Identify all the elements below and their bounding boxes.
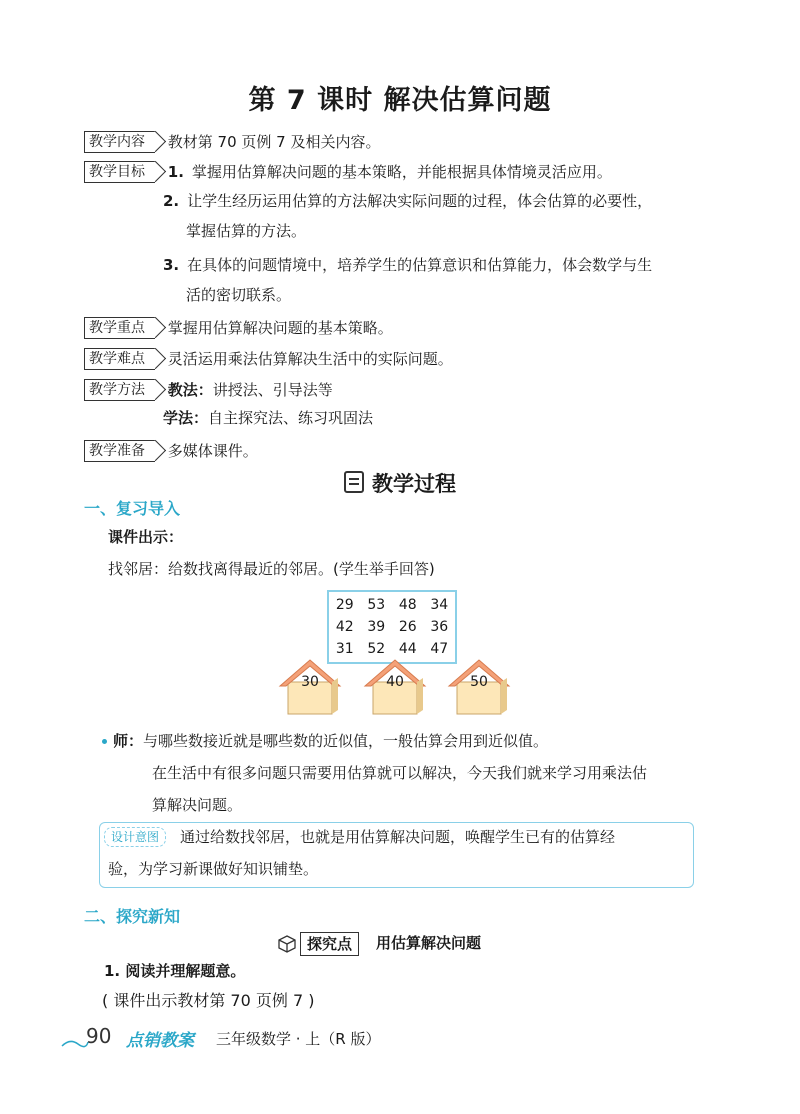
teaching-method-row bbox=[84, 376, 333, 402]
goal-3-number: 3. bbox=[163, 256, 180, 274]
explore-heading: 二、探究新知 bbox=[84, 907, 181, 926]
house-50 bbox=[447, 656, 511, 718]
house-40 bbox=[363, 656, 427, 718]
courseware-label: 课件出示： bbox=[108, 528, 184, 546]
teaching-content-row bbox=[84, 128, 381, 154]
teaching-key-text: 掌握用估算解决问题的基本策略。 bbox=[167, 318, 393, 337]
design-intent-tag: 设计意图 bbox=[104, 827, 166, 847]
number-grid bbox=[327, 590, 457, 664]
house-30 bbox=[278, 656, 342, 718]
goal-2-number: 2. bbox=[163, 192, 180, 210]
teacher-line bbox=[102, 728, 548, 754]
goal-2 bbox=[163, 188, 652, 214]
goal-3 bbox=[163, 252, 652, 278]
teaching-difficulty-tag: 教学难点 bbox=[84, 348, 155, 370]
house-label: 50 bbox=[470, 674, 488, 690]
bullet-dot-icon bbox=[102, 739, 107, 744]
number-cell: 34 bbox=[430, 597, 449, 613]
number-cell: 48 bbox=[398, 597, 417, 613]
number-cell: 47 bbox=[430, 641, 449, 657]
number-cell: 42 bbox=[335, 619, 354, 635]
teach-method-text: 讲授法、引导法等 bbox=[212, 380, 333, 399]
number-cell: 52 bbox=[367, 641, 386, 657]
teach-method-label: 教法： bbox=[167, 380, 213, 399]
notebook-icon bbox=[344, 471, 364, 493]
design-intent-text-1: 通过给数找邻居，也就是用估算解决问题，唤醒学生已有的估算经 bbox=[180, 828, 616, 846]
teaching-goal-row bbox=[84, 158, 612, 184]
number-cell: 29 bbox=[335, 597, 354, 613]
goal-2-text-line1: 让学生经历运用估算的方法解决实际问题的过程，体会估算的必要性， bbox=[187, 192, 653, 210]
teaching-content-text: 教材第 70 页例 7 及相关内容。 bbox=[167, 132, 381, 151]
goal-3-text-line1: 在具体的问题情境中，培养学生的估算意识和估算能力，体会数学与生 bbox=[187, 256, 653, 274]
teaching-prep-row bbox=[84, 437, 258, 463]
step-1: 1. 阅读并理解题意。 bbox=[104, 962, 246, 980]
teaching-content-tag: 教学内容 bbox=[84, 131, 155, 153]
review-task: 找邻居：给数找离得最近的邻居。(学生举手回答) bbox=[108, 560, 435, 578]
process-title bbox=[0, 468, 800, 498]
review-heading: 一、复习导入 bbox=[84, 499, 181, 518]
teaching-difficulty-row bbox=[84, 345, 453, 371]
footer-brand-logo: 点销教案 bbox=[126, 1031, 194, 1051]
number-cell: 39 bbox=[367, 619, 386, 635]
teaching-key-row bbox=[84, 314, 393, 340]
process-title-text: 教学过程 bbox=[372, 472, 456, 496]
learn-method-label: 学法： bbox=[163, 409, 209, 427]
number-cell: 53 bbox=[367, 597, 386, 613]
learn-method-text: 自主探究法、练习巩固法 bbox=[208, 409, 374, 427]
teaching-goal-tag: 教学目标 bbox=[84, 161, 155, 183]
teacher-text-1: 与哪些数接近就是哪些数的近似值，一般估算会用到近似值。 bbox=[143, 732, 549, 750]
teaching-key-tag: 教学重点 bbox=[84, 317, 155, 339]
teacher-label: 师： bbox=[113, 732, 144, 750]
house-label: 40 bbox=[386, 674, 404, 690]
teaching-difficulty-text: 灵活运用乘法估算解决生活中的实际问题。 bbox=[167, 349, 453, 368]
cube-icon bbox=[278, 935, 296, 953]
number-cell: 36 bbox=[430, 619, 449, 635]
teacher-text-2: 在生活中有很多问题只需要用估算就可以解决，今天我们就来学习用乘法估 bbox=[152, 764, 648, 782]
explore-point-tag: 探究点 bbox=[300, 932, 359, 956]
goal-1-text: 掌握用估算解决问题的基本策略，并能根据具体情境灵活应用。 bbox=[191, 162, 612, 181]
step-1-note: ( 课件出示教材第 70 页例 7 ) bbox=[102, 991, 315, 1010]
goal-2-text-line2: 掌握估算的方法。 bbox=[186, 222, 307, 240]
design-intent-text-2: 验，为学习新课做好知识铺垫。 bbox=[108, 860, 319, 878]
goal-3-text-line2: 活的密切联系。 bbox=[186, 286, 292, 304]
explore-point-title: 用估算解决问题 bbox=[376, 934, 482, 952]
teacher-text-3: 算解决问题。 bbox=[152, 796, 243, 814]
house-label: 30 bbox=[301, 674, 319, 690]
page-title: 第 7 课时 解决估算问题 bbox=[248, 85, 552, 116]
number-cell: 31 bbox=[335, 641, 354, 657]
teaching-prep-text: 多媒体课件。 bbox=[167, 441, 258, 460]
number-cell: 44 bbox=[398, 641, 417, 657]
teaching-method-tag: 教学方法 bbox=[84, 379, 155, 401]
number-cell: 26 bbox=[398, 619, 417, 635]
goal-1-number: 1. bbox=[167, 162, 184, 181]
number-grid-row bbox=[329, 594, 455, 616]
teaching-prep-tag: 教学准备 bbox=[84, 440, 155, 462]
footer-grade: 三年级数学 · 上（R 版） bbox=[216, 1030, 381, 1048]
page-number: 90 bbox=[86, 1024, 112, 1048]
number-grid-row bbox=[329, 616, 455, 638]
learn-method bbox=[163, 405, 373, 431]
